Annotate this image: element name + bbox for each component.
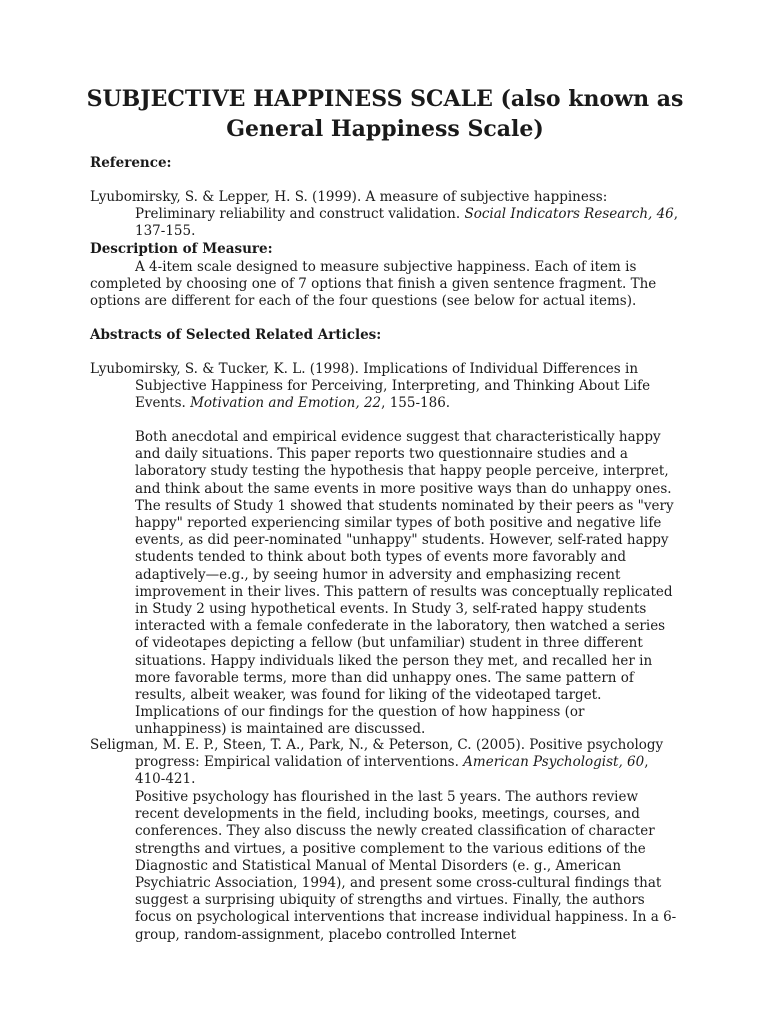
article1-pages: , 155-186.	[381, 395, 451, 412]
description-heading: Description of Measure:	[90, 241, 273, 257]
article2-authors: Seligman, M. E. P., Steen, T. A., Park, N., & Peterson, C. (2005). Positive psychology progress: Empirical validation of interventions.	[90, 737, 664, 771]
reference-journal: Social Indicators Research, 46	[464, 206, 674, 223]
article1-authors: Lyubomirsky, S. & Tucker, K. L. (1998). Implications of Individual Differences in Subjective Happiness for Perceiving, Interpreting, and Thinking About Life Events.	[90, 361, 651, 412]
article1-journal: Motivation and Emotion, 22	[190, 395, 382, 412]
article2-abstract: Positive psychology has flourished in the last 5 years. The authors review recent developments in the field, including books, meetings, courses, and conferences. They also discuss the newly created classification of character strengths and virtues, a positive complement to the various editions of the Diagnostic and Statistical Manual of Mental Disorders (e. g., American Psychiatric Association, 1994), and present some cross-cultural findings that suggest a surprising ubiquity of strengths and virtues. Finally, the authors focus on psychological interventions that increase individual happiness. In a 6-group, random-assignment, placebo controlled Internet	[135, 789, 677, 943]
article1-citation	[90, 361, 680, 413]
reference-citation	[90, 189, 680, 241]
article1-abstract: Both anecdotal and empirical evidence suggest that characteristically happy and daily situations. This paper reports two questionnaire studies and a laboratory study testing the hypothesis that happy people perceive, interpret, and think about the same events in more positive ways than do unhappy ones. The results of Study 1 showed that students nominated by their peers as "very happy" reported experiencing similar types of both positive and negative life events, as did peer-nominated "unhappy" students. However, self-rated happy students tended to think about both types of events more favorably and adaptively—e.g., by seeing humor in adversity and emphasizing recent improvement in their lives. This pattern of results was conceptually replicated in Study 2 using hypothetical events. In Study 3, self-rated happy students interacted with a female confederate in the laboratory, then watched a series of videotapes depicting a fellow (but unfamiliar) student in three different situations. Happy individuals liked the person they met, and recalled her in more favorable terms, more than did unhappy ones. The same pattern of results, albeit weaker, was found for liking of the videotaped target. Implications of our findings for the question of how happiness (or unhappiness) is maintained are discussed.	[135, 429, 674, 738]
article2-citation	[90, 737, 680, 789]
reference-heading: Reference:	[90, 155, 172, 171]
description-text: A 4-item scale designed to measure subjective happiness. Each of item is completed by choosing one of 7 options that finish a given sentence fragment. The options are different for each of the four questions (see below for actual items).	[90, 259, 657, 310]
reference-authors: Lyubomirsky, S. & Lepper, H. S. (1999). A measure of subjective happiness: Preliminary reliability and construct validation.	[90, 189, 608, 223]
page-title: SUBJECTIVE HAPPINESS SCALE (also known as General Happiness Scale)	[86, 86, 684, 142]
article2-pages: , 410-421.	[135, 754, 649, 788]
article2-journal: American Psychologist, 60	[463, 754, 645, 771]
abstracts-heading: Abstracts of Selected Related Articles:	[90, 327, 382, 343]
reference-pages: , 137-155.	[135, 206, 679, 240]
